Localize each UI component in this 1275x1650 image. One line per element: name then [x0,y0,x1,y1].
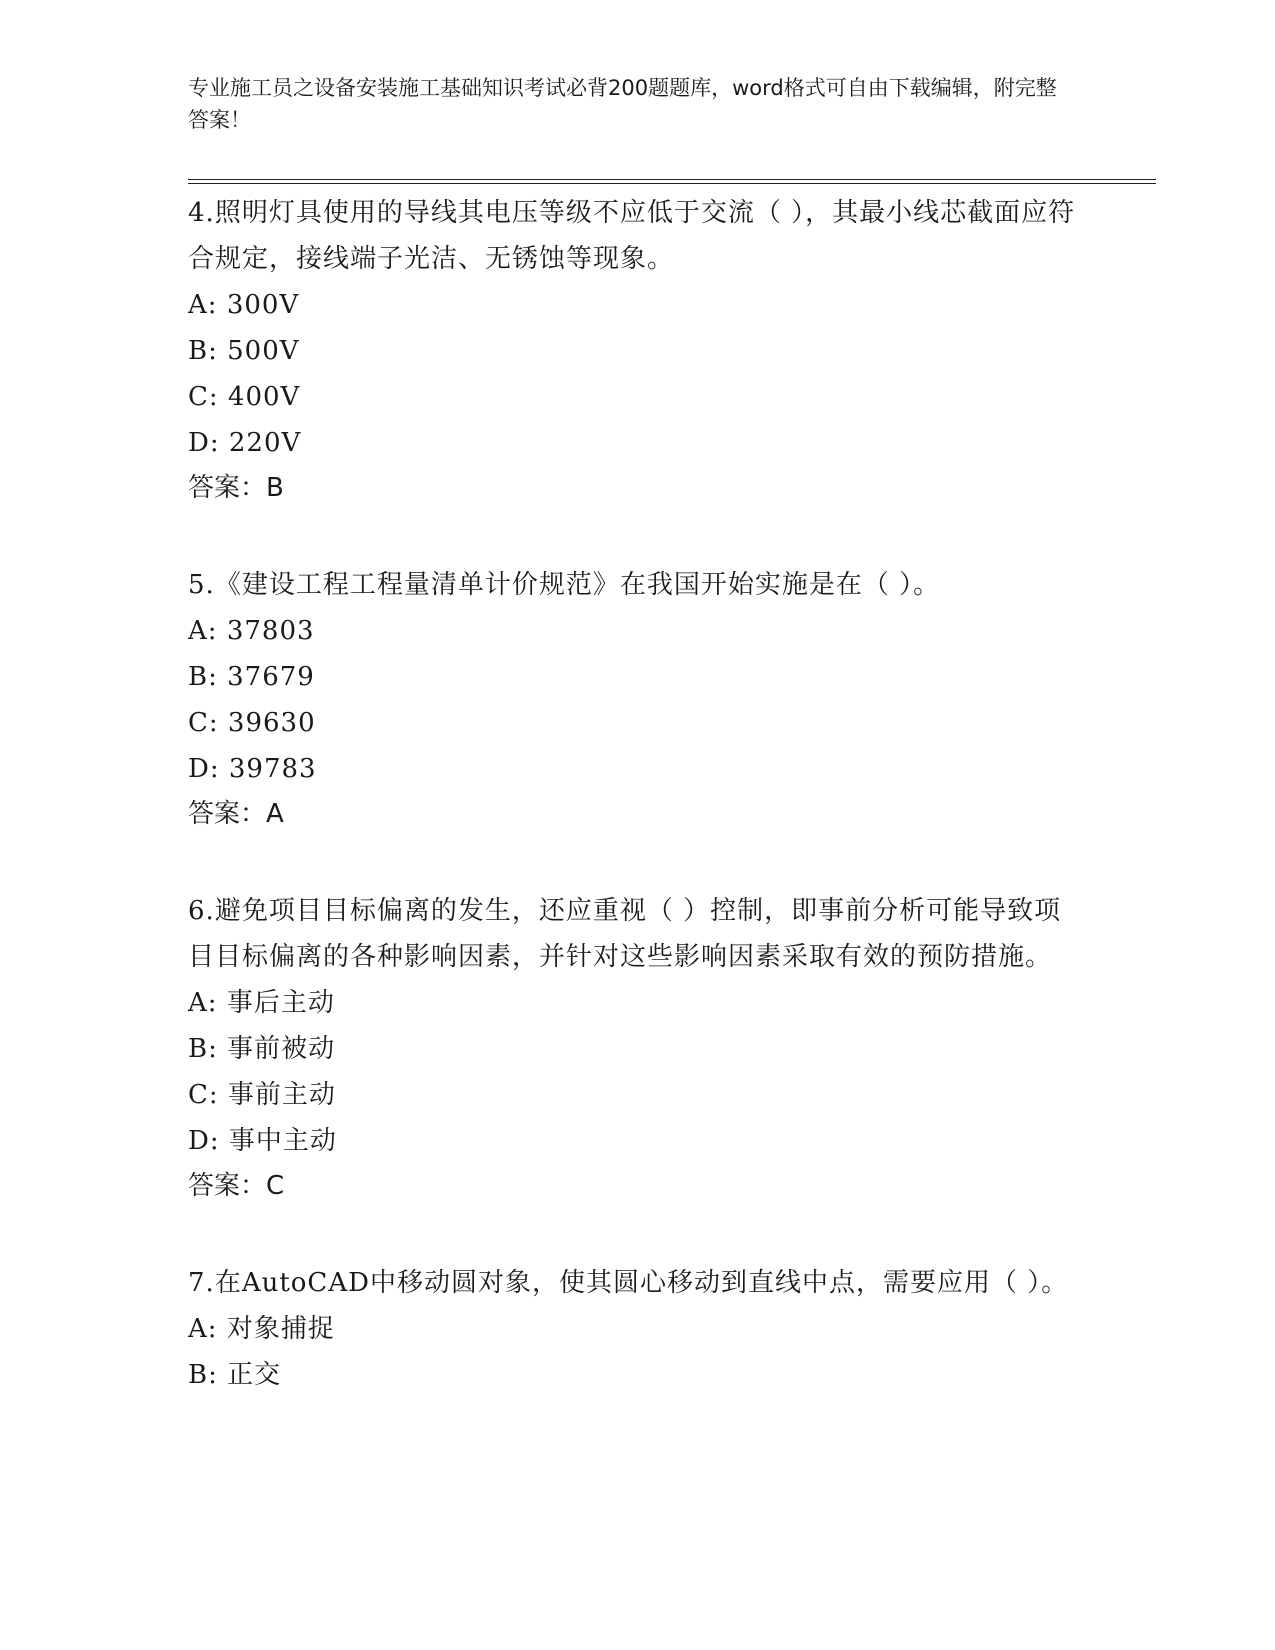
option-b [188,654,1088,700]
question-number: 7. [188,1268,215,1298]
question-5 [188,562,1088,836]
option-label: B: [188,1034,218,1064]
option-c [188,1072,1088,1118]
question-number: 6. [188,896,215,926]
answer-value: B [266,473,284,503]
option-text: 400V [227,382,301,412]
option-label: C: [188,382,219,412]
option-label: B: [188,1360,218,1390]
question-text: 在AutoCAD中移动圆对象，使其圆心移动到直线中点，需要应用（ ）。 [214,1268,1069,1298]
question-stem [188,1260,1088,1306]
question-text: 避免项目目标偏离的发生，还应重视（ ）控制，即事前分析可能导致项目目标偏离的各种影响因素，并针对这些影响因素采取有效的预防措施。 [188,896,1062,972]
question-number: 4. [188,198,215,228]
option-label: B: [188,662,218,692]
answer-line [188,466,1088,510]
header-divider-bottom [188,183,1156,184]
option-d [188,420,1088,466]
option-a [188,608,1088,654]
option-text: 正交 [227,1360,282,1390]
question-number: 5. [188,570,215,600]
option-c [188,374,1088,420]
question-list [188,190,1088,1450]
option-label: D: [188,1126,220,1156]
answer-value: A [266,799,284,829]
option-label: A: [188,1314,218,1344]
option-text: 39630 [227,708,316,738]
question-stem [188,190,1088,282]
option-label: D: [188,754,220,784]
option-text: 37679 [227,662,315,692]
option-b [188,328,1088,374]
option-text: 对象捕捉 [226,1314,335,1344]
option-text: 300V [226,290,300,320]
answer-label: 答案： [188,473,267,503]
option-text: 37803 [226,616,315,646]
option-text: 220V [228,428,302,458]
option-label: A: [188,988,218,1018]
option-text: 事前被动 [227,1034,336,1064]
option-b [188,1026,1088,1072]
answer-line [188,792,1088,836]
option-d [188,746,1088,792]
answer-line [188,1164,1088,1208]
option-label: C: [188,1080,219,1110]
option-c [188,700,1088,746]
option-label: B: [188,336,218,366]
header-divider-top [188,179,1156,180]
option-text: 事后主动 [226,988,335,1018]
question-6 [188,888,1088,1208]
question-stem [188,888,1088,980]
option-b [188,1352,1088,1398]
answer-label: 答案： [188,799,267,829]
option-label: A: [188,616,218,646]
question-4 [188,190,1088,510]
option-text: 39783 [228,754,317,784]
option-a [188,1306,1088,1352]
option-label: D: [188,428,220,458]
option-a [188,980,1088,1026]
document-header [188,72,1068,136]
answer-label: 答案： [188,1171,267,1201]
answer-value: C [266,1171,285,1201]
option-d [188,1118,1088,1164]
option-label: C: [188,708,219,738]
question-text: 照明灯具使用的导线其电压等级不应低于交流（ ），其最小线芯截面应符合规定，接线端子光洁、无锈蚀等现象。 [188,198,1076,274]
question-7 [188,1260,1088,1398]
option-a [188,282,1088,328]
option-text: 事前主动 [227,1080,336,1110]
question-text: 《建设工程工程量清单计价规范》在我国开始实施是在（ ）。 [214,570,941,600]
option-text: 事中主动 [228,1126,337,1156]
question-stem [188,562,1088,608]
header-title: 专业施工员之设备安装施工基础知识考试必背200题题库，word格式可自由下载编辑，附完整答案！ [188,76,1057,132]
option-label: A: [188,290,218,320]
option-text: 500V [227,336,300,366]
